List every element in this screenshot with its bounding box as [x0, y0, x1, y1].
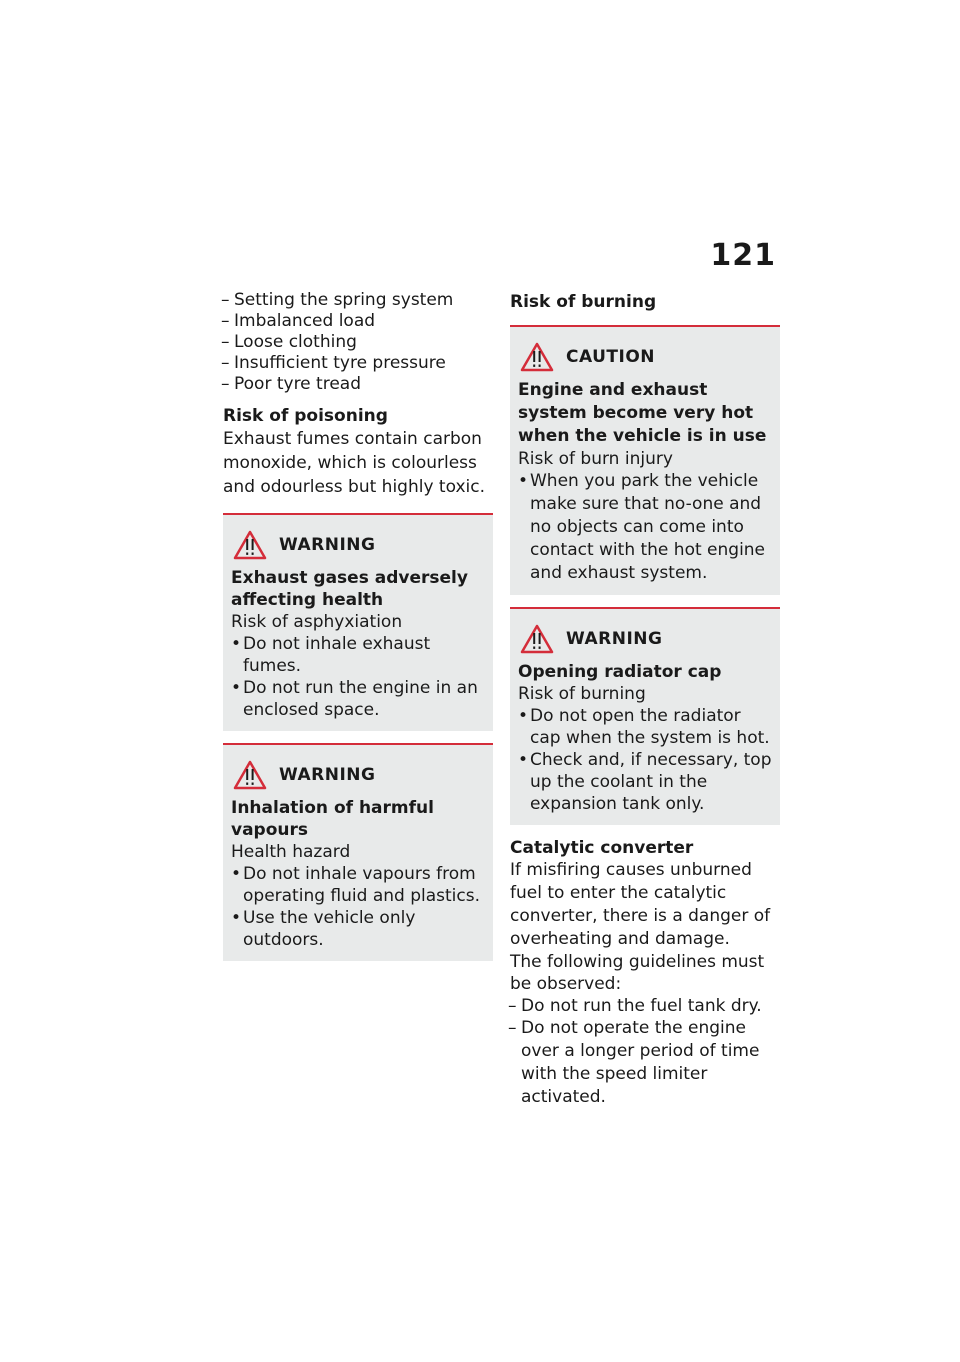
warning-label: WARNING: [566, 629, 663, 649]
list-item: – Loose clothing: [223, 332, 493, 353]
warning-label: WARNING: [279, 765, 376, 785]
catalytic-text: If misfiring causes unburned fuel to enter the catalytic converter, there is a danger of overheating and damage.: [510, 860, 771, 949]
warning-header: [231, 525, 485, 565]
list-item: • Do not inhale vapours from operating fluid and plastics.: [231, 863, 485, 907]
list-item: • Do not run the engine in an enclosed space.: [231, 677, 485, 721]
warning-box-vapours: [223, 743, 493, 961]
list-item: – Do not run the fuel tank dry.: [510, 995, 780, 1017]
poisoning-heading: Risk of poisoning: [223, 406, 388, 426]
list-item: – Setting the spring system: [223, 290, 493, 311]
caution-risk: Risk of burn injury: [518, 449, 673, 469]
warning-header: [518, 619, 772, 659]
warning-instructions: [231, 633, 485, 721]
guidelines-text: The following guidelines must be observed:: [510, 952, 765, 994]
warning-box-radiator: [510, 607, 780, 825]
catalytic-heading: Catalytic converter: [510, 838, 694, 858]
warning-risk: Risk of asphyxiation: [231, 612, 403, 632]
list-item: • Do not inhale exhaust fumes.: [231, 633, 485, 677]
right-column: [510, 290, 780, 1109]
warning-instructions: [231, 863, 485, 951]
warning-title: Exhaust gases adversely affecting health: [231, 568, 468, 610]
list-item: • Do not open the radiator cap when the system is hot.: [518, 705, 772, 749]
list-item: – Do not operate the engine over a longer period of time with the speed limiter activated.: [510, 1017, 780, 1109]
guidelines-list: [510, 995, 780, 1109]
caution-label: CAUTION: [566, 347, 656, 367]
hazard-list: [223, 290, 493, 395]
list-item: • Check and, if necessary, top up the coolant in the expansion tank only.: [518, 749, 772, 815]
warning-box-exhaust: [223, 513, 493, 731]
list-item: – Imbalanced load: [223, 311, 493, 332]
list-item: • When you park the vehicle make sure that no-one and no objects can come into contact with the hot engine and exhaust system.: [518, 470, 772, 585]
list-item: – Insufficient tyre pressure: [223, 353, 493, 374]
warning-label: WARNING: [279, 535, 376, 555]
warning-title: Inhalation of harmful vapours: [231, 798, 434, 840]
warning-risk: Health hazard: [231, 842, 351, 862]
warning-instructions: [518, 705, 772, 815]
caution-instructions: [518, 470, 772, 585]
warning-triangle-icon: [233, 530, 267, 560]
warning-triangle-icon: [233, 760, 267, 790]
list-item: – Poor tyre tread: [223, 374, 493, 395]
page-number: 121: [710, 238, 776, 273]
warning-triangle-icon: [520, 624, 554, 654]
left-column: [223, 290, 493, 961]
list-item: • Use the vehicle only outdoors.: [231, 907, 485, 951]
caution-header: [518, 337, 772, 377]
caution-title: Engine and exhaust system become very hot when the vehicle is in use: [518, 380, 767, 446]
warning-risk: Risk of burning: [518, 684, 646, 704]
warning-title: Opening radiator cap: [518, 662, 722, 682]
caution-box-hot-engine: [510, 325, 780, 595]
poisoning-text: Exhaust fumes contain carbon monoxide, which is colourless and odourless but highly toxic.: [223, 429, 486, 497]
burning-heading: Risk of burning: [510, 292, 657, 312]
warning-triangle-icon: [520, 342, 554, 372]
warning-header: [231, 755, 485, 795]
